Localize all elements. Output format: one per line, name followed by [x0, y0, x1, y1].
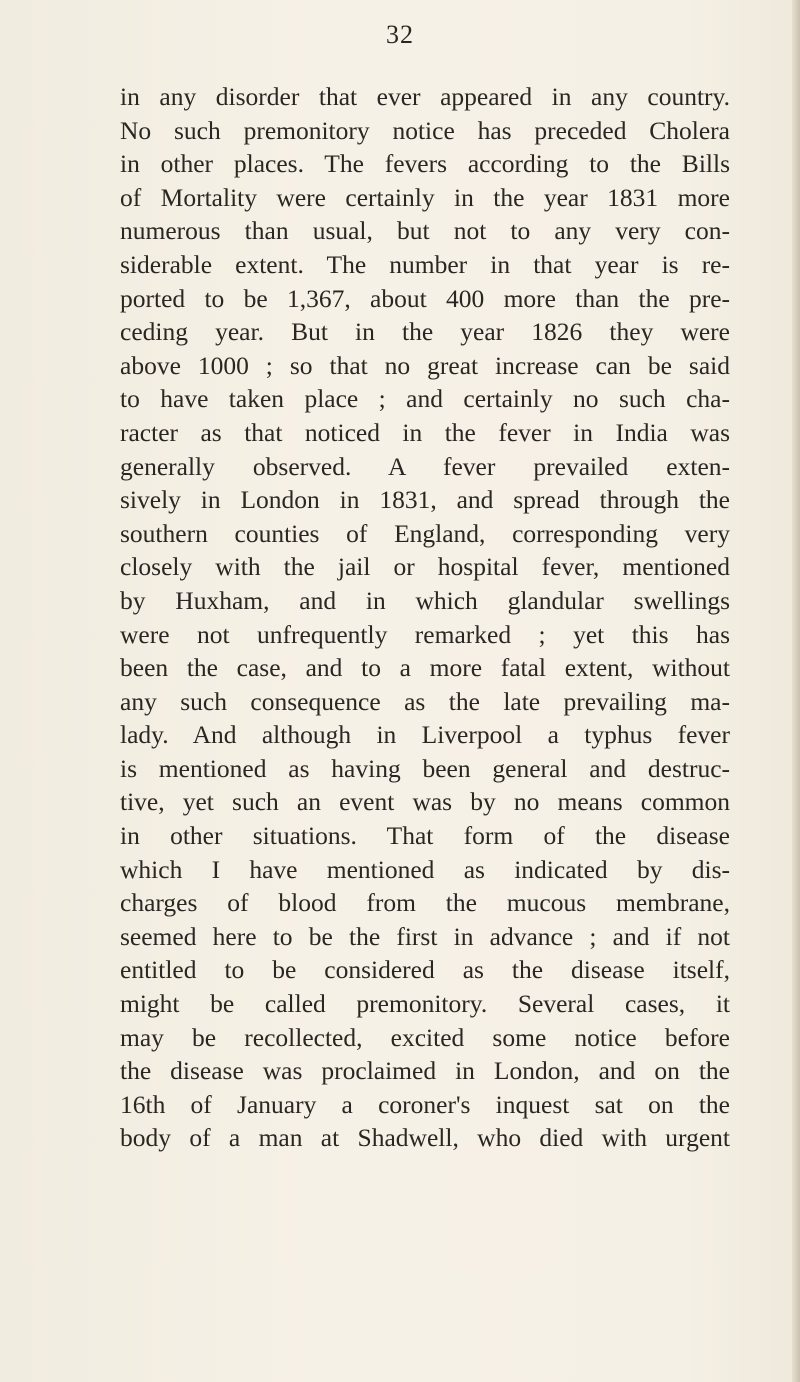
text-line: of Mortality were certainly in the year 1831 more — [120, 182, 730, 212]
text-line: by Huxham, and in which glandular swellings — [120, 585, 730, 615]
text-line: lady. And although in Liverpool a typhus fever — [120, 720, 730, 750]
text-line: were not unfrequently remarked ; yet this has — [120, 619, 730, 649]
text-line: ported to be 1,367, about 400 more than the pre- — [120, 283, 730, 313]
text-line: body of a man at Shadwell, who died with urgent — [120, 1123, 730, 1153]
text-line: tive, yet such an event was by no means common — [120, 787, 730, 817]
text-line: in any disorder that ever appeared in any country. — [120, 82, 730, 111]
text-line: 16th of January a coroner's inquest sat on the — [120, 1089, 730, 1119]
text-line: seemed here to be the first in advance ; and if not — [120, 921, 730, 951]
body-text — [120, 80, 730, 1155]
text-line: southern counties of England, corresponding very — [120, 518, 730, 548]
text-line: siderable extent. The number in that year is re- — [120, 249, 730, 279]
text-line: in other places. The fevers according to the Bills — [120, 149, 730, 179]
text-line: numerous than usual, but not to any very con- — [120, 216, 730, 246]
text-line: in other situations. That form of the disease — [120, 821, 730, 851]
text-line: charges of blood from the mucous membrane, — [120, 888, 730, 918]
text-line: the disease was proclaimed in London, and on the — [120, 1056, 730, 1086]
text-line: might be called premonitory. Several cases, it — [120, 989, 730, 1019]
page-edge-shadow — [792, 0, 800, 1382]
text-line: sively in London in 1831, and spread through the — [120, 485, 730, 515]
text-line: racter as that noticed in the fever in India was — [120, 417, 730, 447]
text-line: closely with the jail or hospital fever, mentioned — [120, 552, 730, 582]
text-line: to have taken place ; and certainly no such cha- — [120, 384, 730, 414]
page-number: 32 — [386, 20, 414, 49]
text-line: may be recollected, excited some notice before — [120, 1022, 730, 1052]
text-line: generally observed. A fever prevailed exten- — [120, 451, 730, 481]
text-line: been the case, and to a more fatal extent, without — [120, 653, 730, 683]
text-line: any such consequence as the late prevailing ma- — [120, 686, 730, 716]
text-line: No such premonitory notice has preceded Cholera — [120, 115, 730, 145]
text-line: ceding year. But in the year 1826 they were — [120, 317, 730, 347]
text-line: entitled to be considered as the disease itself, — [120, 955, 730, 985]
text-line: which I have mentioned as indicated by dis- — [120, 854, 730, 884]
text-line: above 1000 ; so that no great increase can be said — [120, 350, 730, 380]
text-line: is mentioned as having been general and destruc- — [120, 753, 730, 783]
